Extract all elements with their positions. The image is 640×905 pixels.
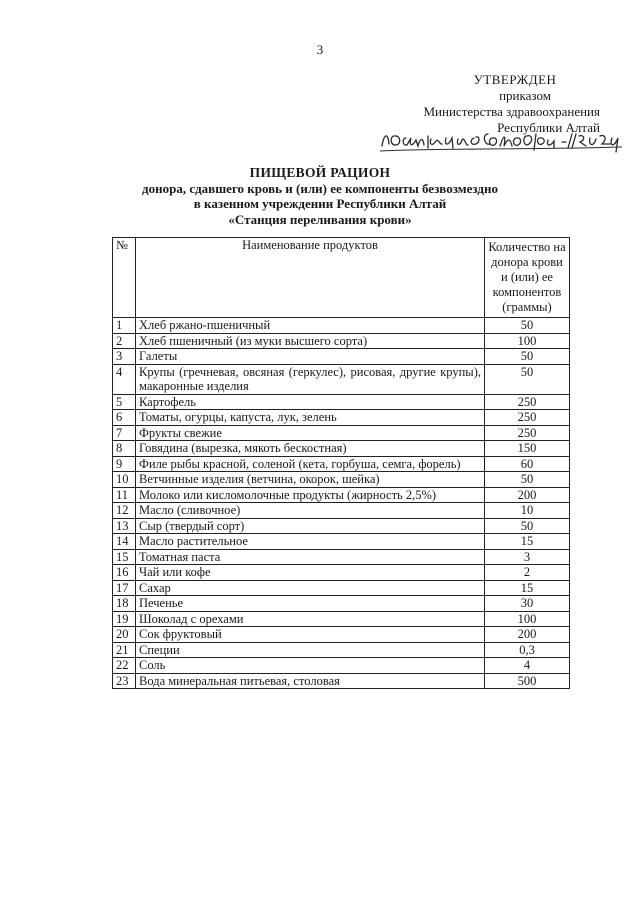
row-quantity: 60	[485, 456, 570, 472]
table-row	[113, 318, 570, 334]
row-quantity: 15	[485, 534, 570, 550]
row-product-name: Картофель	[136, 394, 485, 410]
row-number: 7	[113, 425, 136, 441]
row-quantity: 200	[485, 487, 570, 503]
row-number: 12	[113, 503, 136, 519]
table-row	[113, 627, 570, 643]
row-product-name: Соль	[136, 658, 485, 674]
row-number: 14	[113, 534, 136, 550]
document-heading	[0, 165, 640, 227]
row-product-name: Хлеб пшеничный (из муки высшего сорта)	[136, 333, 485, 349]
row-quantity: 50	[485, 349, 570, 365]
row-product-name: Сыр (твердый сорт)	[136, 518, 485, 534]
row-quantity: 500	[485, 673, 570, 689]
row-quantity: 250	[485, 410, 570, 426]
table-row	[113, 534, 570, 550]
row-number: 3	[113, 349, 136, 365]
row-number: 22	[113, 658, 136, 674]
row-product-name: Сахар	[136, 580, 485, 596]
approval-order-label: приказом	[499, 88, 551, 103]
table-body	[113, 318, 570, 689]
table-row	[113, 456, 570, 472]
row-quantity: 100	[485, 333, 570, 349]
row-number: 17	[113, 580, 136, 596]
row-number: 19	[113, 611, 136, 627]
row-number: 23	[113, 673, 136, 689]
row-quantity: 100	[485, 611, 570, 627]
row-product-name: Масло (сливочное)	[136, 503, 485, 519]
table-row	[113, 503, 570, 519]
table-row	[113, 333, 570, 349]
approval-title: УТВЕРЖДЕН	[473, 72, 557, 87]
row-quantity: 150	[485, 441, 570, 457]
row-product-name: Шоколад с орехами	[136, 611, 485, 627]
row-product-name: Молоко или кисломолочные продукты (жирность 2,5%)	[136, 487, 485, 503]
row-product-name: Галеты	[136, 349, 485, 365]
table-row	[113, 364, 570, 394]
row-product-name: Специи	[136, 642, 485, 658]
handwritten-date-signature	[376, 126, 626, 156]
row-number: 20	[113, 627, 136, 643]
row-number: 15	[113, 549, 136, 565]
row-number: 1	[113, 318, 136, 334]
row-quantity: 0,3	[485, 642, 570, 658]
row-number: 16	[113, 565, 136, 581]
row-product-name: Чай или кофе	[136, 565, 485, 581]
header-number: №	[113, 238, 136, 318]
table-row	[113, 441, 570, 457]
document-subtitle-2: в казенном учреждении Республики Алтай	[193, 196, 447, 211]
table-row	[113, 410, 570, 426]
table-row	[113, 518, 570, 534]
table-row	[113, 394, 570, 410]
row-quantity: 50	[485, 518, 570, 534]
row-number: 13	[113, 518, 136, 534]
row-product-name: Вода минеральная питьевая, столовая	[136, 673, 485, 689]
document-subtitle-1: донора, сдавшего кровь и (или) ее компоненты безвозмездно	[142, 180, 498, 196]
row-quantity: 250	[485, 394, 570, 410]
table-header-row	[113, 238, 570, 318]
row-number: 8	[113, 441, 136, 457]
table-row	[113, 472, 570, 488]
document-title: ПИЩЕВОЙ РАЦИОН	[249, 165, 391, 180]
row-number: 4	[113, 364, 136, 394]
row-quantity: 250	[485, 425, 570, 441]
header-quantity: Количество на донора крови и (или) ее компонентов (граммы)	[485, 238, 570, 318]
table-row	[113, 349, 570, 365]
table-row	[113, 611, 570, 627]
row-number: 10	[113, 472, 136, 488]
row-quantity: 15	[485, 580, 570, 596]
row-product-name: Масло растительное	[136, 534, 485, 550]
row-product-name: Фрукты свежие	[136, 425, 485, 441]
row-product-name: Печенье	[136, 596, 485, 612]
row-number: 6	[113, 410, 136, 426]
page-number: 3	[316, 42, 324, 57]
food-ration-table	[112, 237, 570, 689]
document-subtitle-3: «Станция переливания крови»	[228, 211, 412, 227]
table-row	[113, 596, 570, 612]
row-quantity: 200	[485, 627, 570, 643]
row-number: 11	[113, 487, 136, 503]
row-product-name: Сок фруктовый	[136, 627, 485, 643]
approval-ministry: Министерства здравоохранения	[423, 104, 600, 119]
table-row	[113, 549, 570, 565]
row-quantity: 50	[485, 472, 570, 488]
approval-republic: Республики Алтай	[497, 120, 600, 135]
row-quantity: 3	[485, 549, 570, 565]
header-product-name: Наименование продуктов	[136, 238, 485, 318]
row-product-name: Ветчинные изделия (ветчина, окорок, шейка)	[136, 472, 485, 488]
row-product-name: Филе рыбы красной, соленой (кета, горбуша, семга, форель)	[136, 456, 485, 472]
row-number: 18	[113, 596, 136, 612]
table-row	[113, 673, 570, 689]
row-product-name: Хлеб ржано-пшеничный	[136, 318, 485, 334]
table-row	[113, 425, 570, 441]
row-product-name: Томаты, огурцы, капуста, лук, зелень	[136, 410, 485, 426]
row-product-name: Томатная паста	[136, 549, 485, 565]
row-quantity: 2	[485, 565, 570, 581]
row-quantity: 4	[485, 658, 570, 674]
row-quantity: 50	[485, 318, 570, 334]
row-number: 5	[113, 394, 136, 410]
row-product-name: Крупы (гречневая, овсяная (геркулес), рисовая, другие крупы), макаронные изделия	[136, 364, 485, 394]
row-number: 2	[113, 333, 136, 349]
row-quantity: 30	[485, 596, 570, 612]
row-quantity: 50	[485, 364, 570, 394]
table-row	[113, 658, 570, 674]
row-product-name: Говядина (вырезка, мякоть бескостная)	[136, 441, 485, 457]
table-row	[113, 565, 570, 581]
table-row	[113, 642, 570, 658]
table-row	[113, 487, 570, 503]
row-quantity: 10	[485, 503, 570, 519]
table-row	[113, 580, 570, 596]
row-number: 21	[113, 642, 136, 658]
row-number: 9	[113, 456, 136, 472]
